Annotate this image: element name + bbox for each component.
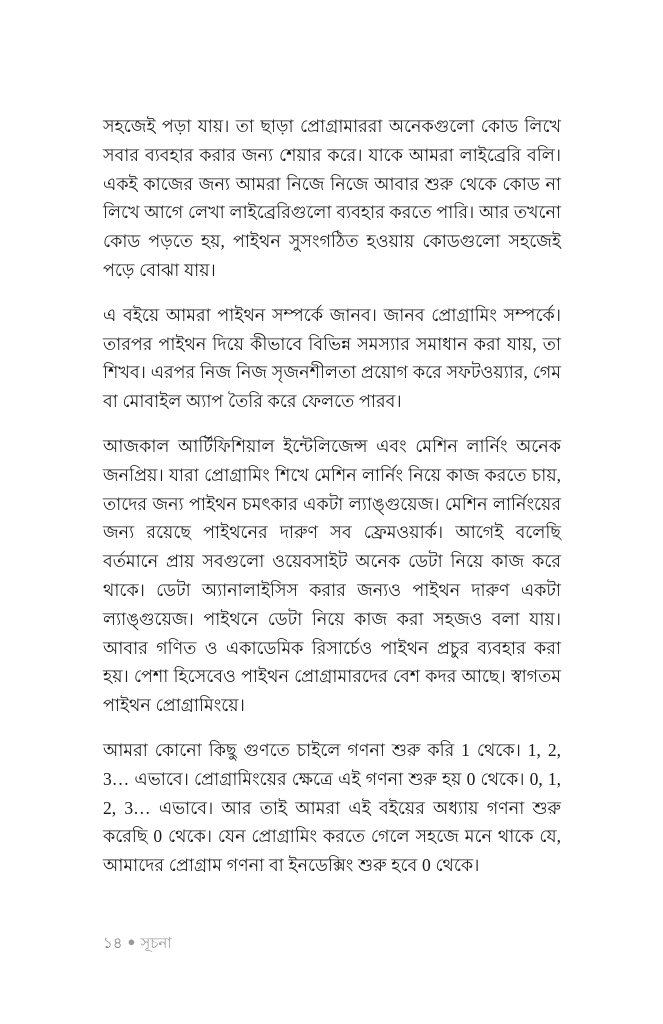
- footer-chapter-title: সূচনা: [140, 936, 172, 952]
- footer-separator-dot-icon: ●: [127, 934, 136, 949]
- paragraph: আজকাল আর্টিফিশিয়াল ইন্টেলিজেন্স এবং মেশিন লার্নিং অনেক জনপ্রিয়। যারা প্রোগ্রামিং শিখে মেশিন লার্নিং নিয়ে কাজ করতে চায়, তাদের জন্য পাইথন চমৎকার একটা ল্যাঙ্গুয়েজ। মেশিন লার্নিংয়ের জন্য রয়েছে পাইথনের দারুণ সব ফ্রেমওয়ার্ক। আগেই বলেছি বর্তমানে প্রায় সবগুলো ওয়েবসাইট অনেক ডেটা নিয়ে কাজ করে থাকে। ডেটা অ্যানালাইসিস করার জন্যও পাইথন দারুণ একটা ল্যাঙ্গুয়েজ। পাইথনে ডেটা নিয়ে কাজ করা সহজও বলা যায়। আবার গণিত ও একাডেমিক রিসার্চেও পাইথন প্রচুর ব্যবহার করা হয়। পেশা হিসেবেও পাইথন প্রোগ্রামারদের বেশ কদর আছে। স্বাগতম পাইথন প্রোগ্রামিংয়ে।: [103, 435, 561, 716]
- paragraph: সহজেই পড়া যায়। তা ছাড়া প্রোগ্রামাররা অনেকগুলো কোড লিখে সবার ব্যবহার করার জন্য শেয়ার করে। যাকে আমরা লাইব্রেরি বলি। একই কাজের জন্য আমরা নিজে নিজে আবার শুরু থেকে কোড না লিখে আগে লেখা লাইব্রেরিগুলো ব্যবহার করতে পারি। আর তখনো কোড পড়তে হয়, পাইথন সুসংগঠিত হওয়ায় কোডগুলো সহজেই পড়ে বোঝা যায়।: [103, 116, 561, 280]
- paragraph: এ বইয়ে আমরা পাইথন সম্পর্কে জানব। জানব প্রোগ্রামিং সম্পর্কে। তারপর পাইথন দিয়ে কীভাবে বিভিন্ন সমস্যার সমাধান করা যায়, তা শিখব। এরপর নিজ নিজ সৃজনশীলতা প্রয়োগ করে সফটওয়্যার, গেম বা মোবাইল অ্যাপ তৈরি করে ফেলতে পারব।: [103, 304, 561, 412]
- footer-page-number: ১৪: [103, 936, 123, 952]
- page-footer: [103, 934, 172, 954]
- paragraph: আমরা কোনো কিছু গুণতে চাইলে গণনা শুরু করি 1 থেকে। 1, 2, 3… এভাবে। প্রোগ্রামিংয়ের ক্ষেত্রে এই গণনা শুরু হয় 0 থেকে। 0, 1, 2, 3… এভাবে। আর তাই আমরা এই বইয়ের অধ্যায় গণনা শুরু করেছি 0 থেকে। যেন প্রোগ্রামিং করতে গেলে সহজে মনে থাকে যে, আমাদের প্রোগ্রাম গণনা বা ইনডেক্সিং শুরু হবে 0 থেকে।: [103, 739, 561, 876]
- page-text-block: [103, 112, 561, 880]
